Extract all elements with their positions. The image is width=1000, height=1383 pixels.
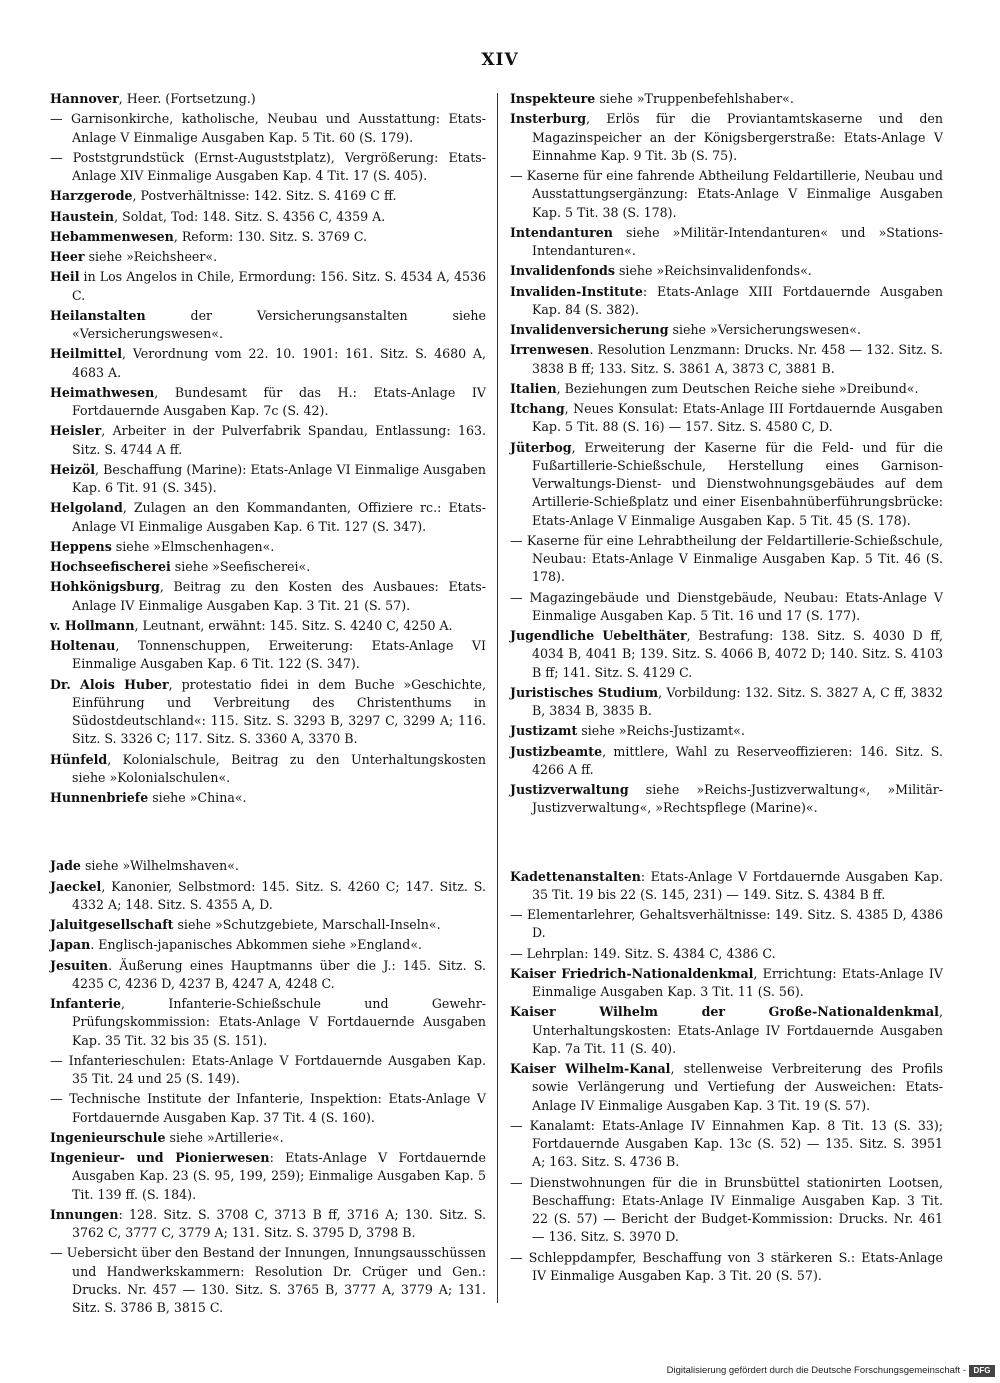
- entry-keyword: Hünfeld: [50, 751, 108, 767]
- index-column-right: [510, 90, 943, 1287]
- entry-keyword: Hunnenbriefe: [50, 790, 149, 805]
- entry-text: , Tonnenschuppen, Erweiterung: Etats-Anlage VI Einmalige Ausgaben Kap. 6 Tit. 122 (S. 347).: [72, 638, 486, 672]
- entry-text: siehe »Truppenbefehlshaber«.: [595, 91, 794, 106]
- index-entry: [50, 1149, 486, 1204]
- index-entry: [50, 789, 486, 807]
- index-entry: [50, 578, 486, 615]
- index-entry: [510, 532, 943, 587]
- entry-text: — Poststgrundstück (Ernst-Auguststplatz), Vergrößerung: Etats-Anlage XIV Einmalige Ausgaben Kap. 4 Tit. 17 (S. 405).: [50, 149, 486, 183]
- entry-text: — Kanalamt: Etats-Anlage IV Einnahmen Kap. 8 Tit. 13 (S. 33); Fortdauernde Ausgaben Kap. 13c (S. 52) — 135. Sitz. S. 3951 A; 163. Sitz. S. 4736 B.: [510, 1117, 943, 1170]
- index-entry: [510, 400, 943, 437]
- entry-text: , Erlös für die Proviantamtskaserne und den Magazinspeicher an der Königsbergerstraße: Etats-Anlage V Einnahme Kap. 9 Tit. 3b (S. 75).: [532, 111, 943, 163]
- index-entry: [50, 228, 486, 246]
- entry-keyword: v. Hollmann: [50, 617, 135, 633]
- entry-text: : Etats-Anlage V Fortdauernde Ausgaben Kap. 35 Tit. 19 bis 22 (S. 145, 231) — 149. Sitz. S. 4384 B ff.: [532, 868, 943, 902]
- index-entry: [510, 110, 943, 165]
- entry-keyword: Jugendliche Uebelthäter: [510, 628, 687, 643]
- entry-text: . Äußerung eines Hauptmanns über die J.: 145. Sitz. S. 4235 C, 4236 D, 4237 B, 4247 A, 4248 C.: [72, 957, 486, 991]
- index-entry: [50, 995, 486, 1050]
- entry-text: , Kolonialschule, Beitrag zu den Unterhaltungskosten siehe »Kolonialschulen«.: [72, 751, 486, 785]
- entry-keyword: Ingenieur- und Pionierwesen: [50, 1150, 270, 1165]
- entry-keyword: Heisler: [50, 423, 102, 439]
- entry-keyword: Kaiser Wilhelm der Große-Nationaldenkmal: [510, 1004, 939, 1020]
- entry-text: siehe »Reichsinvalidenfonds«.: [614, 263, 812, 279]
- entry-text: , Beziehungen zum Deutschen Reiche siehe »Dreibund«.: [556, 380, 919, 396]
- index-entry: [50, 1244, 486, 1317]
- entry-keyword: Haustein: [50, 208, 115, 224]
- index-entry: [510, 380, 943, 398]
- index-entry: [50, 1090, 486, 1127]
- entry-text: , Leutnant, erwähnt: 145. Sitz. S. 4240 C, 4250 A.: [134, 617, 453, 633]
- entry-text: , Zulagen an den Kommandanten, Offiziere rc.: Etats-Anlage VI Einmalige Ausgaben Kap. 6 Tit. 127 (S. 347).: [72, 500, 486, 534]
- entry-text: in Los Angelos in Chile, Ermordung: 156. Sitz. S. 4534 A, 4536 C.: [72, 269, 486, 303]
- section-gap: [50, 809, 486, 857]
- index-entry: [510, 684, 943, 721]
- entry-keyword: Innungen: [50, 1206, 119, 1222]
- entry-keyword: Hohkönigsburg: [50, 579, 160, 595]
- entry-text: , Postverhältnisse: 142. Sitz. S. 4169 C ff.: [132, 188, 397, 204]
- entry-keyword: Insterburg: [510, 111, 587, 127]
- index-entry: [50, 916, 486, 934]
- index-entry: [50, 307, 486, 344]
- entry-text: siehe »Reichsheer«.: [84, 249, 218, 264]
- entry-text: , Vorbildung: 132. Sitz. S. 3827 A, C ff, 3832 B, 3834 B, 3835 B.: [532, 684, 943, 718]
- entry-keyword: Justizbeamte: [510, 743, 603, 759]
- index-entry: [510, 167, 943, 222]
- index-entry: [50, 751, 486, 788]
- entry-keyword: Holtenau: [50, 638, 116, 653]
- entry-text: , Bundesamt für das H.: Etats-Anlage IV Fortdauernde Ausgaben Kap. 7c (S. 42).: [72, 384, 486, 418]
- index-entry: [50, 110, 486, 147]
- entry-keyword: Kadettenanstalten: [510, 868, 641, 884]
- entry-text: — Garnisonkirche, katholische, Neubau und Ausstattung: Etats-Anlage V Einmalige Ausgaben Kap. 5 Tit. 60 (S. 179).: [50, 111, 486, 145]
- entry-keyword: Jesuiten: [50, 957, 108, 973]
- dfg-logo-icon: DFG: [969, 1365, 995, 1377]
- index-entry: [510, 90, 943, 108]
- index-entry: [510, 439, 943, 530]
- entry-text: , Unterhaltungskosten: Etats-Anlage IV Fortdauernde Ausgaben Kap. 7a Tit. 11 (S. 40).: [532, 1004, 943, 1056]
- index-entry: [510, 781, 943, 818]
- entry-text: siehe »Versicherungswesen«.: [668, 322, 861, 337]
- entry-text: — Uebersicht über den Bestand der Innungen, Innungsausschüssen und Handwerkskammern: Resolution Dr. Crüger und Gen.: Drucks. Nr. 457 — 130. Sitz. S. 3765 B, 3777 A, 3779 A; 131. Sitz. S. 3786 B, 3815 C.: [50, 1245, 486, 1315]
- entry-keyword: Hochseefischerei: [50, 559, 171, 574]
- index-entry: [50, 384, 486, 421]
- entry-keyword: Japan: [50, 937, 91, 953]
- entry-text: siehe »Schutzgebiete, Marschall-Inseln«.: [173, 917, 441, 932]
- entry-keyword: Heer: [50, 249, 85, 264]
- entry-keyword: Invalidenversicherung: [510, 322, 669, 337]
- index-entry: [50, 637, 486, 674]
- index-entry: [50, 957, 486, 994]
- entry-text: , Infanterie-Schießschule und Gewehr-Prüfungskommission: Etats-Anlage V Fortdauernde Ausgaben Kap. 35 Tit. 32 bis 35 (S. 151).: [72, 996, 486, 1048]
- entry-text: , Heer. (Fortsetzung.): [118, 91, 256, 106]
- index-entry: [510, 1249, 943, 1286]
- entry-keyword: Kaiser Wilhelm-Kanal: [510, 1061, 671, 1076]
- entry-keyword: Helgoland: [50, 500, 123, 516]
- index-entry: [50, 461, 486, 498]
- index-entry: [510, 321, 943, 339]
- index-entry: [510, 945, 943, 963]
- entry-text: siehe »Artillerie«.: [165, 1129, 284, 1145]
- entry-text: , Beitrag zu den Kosten des Ausbaues: Etats-Anlage IV Einmalige Ausgaben Kap. 3 Tit. 21 (S. 57).: [72, 579, 486, 613]
- index-entry: [510, 1174, 943, 1247]
- entry-keyword: Heppens: [50, 538, 112, 554]
- index-column-left: [50, 90, 486, 1319]
- entry-keyword: Intendanturen: [510, 224, 613, 240]
- entry-text: . Resolution Lenzmann: Drucks. Nr. 458 — 132. Sitz. S. 3838 B ff; 133. Sitz. S. 3861 A, 3873 C, 3881 B.: [532, 342, 943, 376]
- index-entry: [50, 936, 486, 954]
- index-entry: [510, 1060, 943, 1115]
- index-entry: [50, 248, 486, 266]
- column-divider: [497, 93, 498, 1303]
- index-entry: [50, 558, 486, 576]
- entry-text: — Infanterieschulen: Etats-Anlage V Fortdauernde Ausgaben Kap. 35 Tit. 24 und 25 (S. 149).: [50, 1052, 486, 1086]
- entry-text: , Errichtung: Etats-Anlage IV Einmalige Ausgaben Kap. 3 Tit. 11 (S. 56).: [532, 965, 943, 999]
- index-entry: [510, 627, 943, 682]
- entry-text: — Schleppdampfer, Beschaffung von 3 stärkeren S.: Etats-Anlage IV Einmalige Ausgaben Kap. 3 Tit. 20 (S. 57).: [510, 1249, 943, 1283]
- index-entry: [510, 283, 943, 320]
- index-entry: [50, 1206, 486, 1243]
- entry-keyword: Heil: [50, 269, 80, 285]
- entry-keyword: Hannover: [50, 91, 119, 106]
- entry-keyword: Heilanstalten: [50, 307, 146, 323]
- index-entry: [510, 906, 943, 943]
- entry-keyword: Invaliden-Institute: [510, 283, 643, 299]
- entry-text: siehe »Seefischerei«.: [170, 559, 311, 574]
- entry-keyword: Itchang: [510, 401, 565, 416]
- entry-keyword: Jaeckel: [50, 878, 102, 894]
- index-entry: [510, 589, 943, 626]
- entry-text: — Dienstwohnungen für die in Brunsbüttel stationirten Lootsen, Beschaffung: Etats-Anlage IV Einmalige Ausgaben Kap. 3 Tit. 22 (S. 57) — Bericht der Budget-Kommission: Drucks. Nr. 461 — 136. Sitz. S. 3970 D.: [510, 1174, 943, 1245]
- entry-keyword: Invalidenfonds: [510, 263, 615, 279]
- entry-keyword: Inspekteure: [510, 91, 596, 106]
- entry-text: siehe »Reichs-Justizverwaltung«, »Militär-Justizverwaltung«, »Rechtspflege (Marine)«.: [532, 782, 943, 816]
- index-entry: [50, 617, 486, 635]
- entry-text: siehe »Elmschenhagen«.: [111, 538, 275, 554]
- index-entry: [510, 341, 943, 378]
- entry-text: : Etats-Anlage XIII Fortdauernde Ausgaben Kap. 84 (S. 382).: [532, 283, 943, 317]
- entry-keyword: Juristisches Studium: [510, 684, 659, 700]
- index-entry: [510, 1003, 943, 1058]
- entry-text: . Englisch-japanisches Abkommen siehe »England«.: [90, 937, 423, 953]
- index-entry: [510, 224, 943, 261]
- entry-text: der Versicherungsanstalten siehe «Versicherungswesen«.: [72, 307, 486, 341]
- entry-text: , protestatio fidei in dem Buche »Geschichte, Einführung und Verbreitung des Christenthums in Südostdeutschland«: 115. Sitz. S. 3293 B, 3297 C, 3299 A; 116. Sitz. S. 3326 C; 117. Sitz. S. 3360 A, 3370 B.: [72, 676, 486, 747]
- entry-keyword: Jade: [50, 858, 81, 874]
- entry-keyword: Jaluitgesellschaft: [50, 917, 174, 932]
- entry-text: — Technische Institute der Infanterie, Inspektion: Etats-Anlage V Fortdauernde Ausgaben Kap. 37 Tit. 4 (S. 160).: [50, 1091, 486, 1125]
- entry-text: — Kaserne für eine Lehrabtheilung der Feldartillerie-Schießschule, Neubau: Etats-Anlage V Einmalige Ausgaben Kap. 5 Tit. 46 (S. 178).: [510, 532, 943, 585]
- section-gap: [510, 820, 943, 868]
- entry-keyword: Jüterbog: [510, 439, 572, 455]
- page-number: XIV: [481, 50, 519, 70]
- entry-text: siehe »Reichs-Justizamt«.: [577, 723, 745, 739]
- entry-text: siehe »China«.: [148, 790, 247, 805]
- entry-text: , Beschaffung (Marine): Etats-Anlage VI Einmalige Ausgaben Kap. 6 Tit. 91 (S. 345).: [72, 461, 486, 495]
- index-entry: [50, 268, 486, 305]
- entry-text: , Bestrafung: 138. Sitz. S. 4030 D ff, 4034 B, 4041 B; 139. Sitz. S. 4066 B, 4072 D; 140. Sitz. S. 4103 B ff; 141. Sitz. S. 4129 C.: [532, 628, 943, 680]
- index-entry: [50, 422, 486, 459]
- entry-text: , mittlere, Wahl zu Reserveoffizieren: 146. Sitz. S. 4266 A ff.: [532, 743, 943, 777]
- index-entry: [510, 743, 943, 780]
- entry-keyword: Ingenieurschule: [50, 1129, 166, 1145]
- entry-text: — Magazingebäude und Dienstgebäude, Neubau: Etats-Anlage V Einmalige Ausgaben Kap. 5 Tit. 16 und 17 (S. 177).: [510, 589, 943, 623]
- entry-keyword: Irrenwesen: [510, 342, 590, 358]
- index-entry: [510, 1117, 943, 1172]
- index-entry: [50, 538, 486, 556]
- entry-text: , Erweiterung der Kaserne für die Feld- und für die Fußartillerie-Schießschule, Herstellung eines Garnison-Verwaltungs-Dienst- und Dienstwohnungsgebäudes auf dem Artillerie-Schießplatz und einer Eisenbahnüberführungsbrücke: Etats-Anlage V Einmalige Ausgaben Kap. 5 Tit. 45 (S. 178).: [532, 439, 943, 528]
- index-entry: [510, 965, 943, 1002]
- entry-keyword: Harzgerode: [50, 188, 133, 204]
- entry-text: siehe »Wilhelmshaven«.: [80, 858, 239, 874]
- index-entry: [510, 722, 943, 740]
- entry-keyword: Justizverwaltung: [510, 782, 629, 797]
- entry-keyword: Hebammenwesen: [50, 228, 174, 244]
- index-entry: [50, 208, 486, 226]
- entry-text: siehe »Militär-Intendanturen« und »Stations-Intendanturen«.: [532, 224, 943, 258]
- entry-keyword: Heimathwesen: [50, 384, 155, 400]
- entry-text: , Neues Konsulat: Etats-Anlage III Fortdauernde Ausgaben Kap. 5 Tit. 88 (S. 16) — 157. Sitz. S. 4580 C, D.: [532, 401, 943, 435]
- index-entry: [50, 90, 486, 108]
- entry-text: : 128. Sitz. S. 3708 C, 3713 B ff, 3716 A; 130. Sitz. S. 3762 C, 3777 C, 3779 A; 131. Sitz. S. 3795 D, 3798 B.: [72, 1206, 486, 1240]
- entry-text: : Etats-Anlage V Fortdauernde Ausgaben Kap. 23 (S. 95, 199, 259); Einmalige Ausgaben Kap. 5 Tit. 139 ff. (S. 184).: [72, 1150, 486, 1202]
- entry-keyword: Italien: [510, 380, 557, 396]
- entry-text: — Lehrplan: 149. Sitz. S. 4384 C, 4386 C.: [510, 945, 776, 961]
- entry-text: , Arbeiter in der Pulverfabrik Spandau, Entlassung: 163. Sitz. S. 4744 A ff.: [72, 423, 486, 457]
- index-entry: [50, 1129, 486, 1147]
- entry-keyword: Heizöl: [50, 461, 96, 477]
- entry-text: , stellenweise Verbreiterung des Profils sowie Verlängerung und Vertiefung der Ausweichen: Etats-Anlage IV Einmalige Ausgaben Kap. 3 Tit. 19 (S. 57).: [532, 1061, 943, 1113]
- entry-text: , Reform: 130. Sitz. S. 3769 C.: [173, 228, 368, 244]
- entry-text: , Soldat, Tod: 148. Sitz. S. 4356 C, 4359 A.: [114, 208, 386, 224]
- index-entry: [50, 676, 486, 749]
- index-entry: [50, 149, 486, 186]
- footer: [556, 1363, 996, 1379]
- entry-keyword: Heilmittel: [50, 346, 123, 362]
- index-entry: [50, 857, 486, 875]
- footer-text: Digitalisierung gefördert durch die Deutsche Forschungsgemeinschaft -: [666, 1365, 966, 1376]
- entry-text: , Verordnung vom 22. 10. 1901: 161. Sitz. S. 4680 A, 4683 A.: [72, 346, 486, 380]
- index-entry: [50, 499, 486, 536]
- entry-keyword: Infanterie: [50, 996, 122, 1011]
- index-entry: [50, 345, 486, 382]
- index-entry: [510, 868, 943, 905]
- index-entry: [50, 187, 486, 205]
- index-entry: [510, 262, 943, 280]
- index-entry: [50, 878, 486, 915]
- index-entry: [50, 1052, 486, 1089]
- entry-keyword: Dr. Alois Huber: [50, 676, 169, 692]
- entry-text: , Kanonier, Selbstmord: 145. Sitz. S. 4260 C; 147. Sitz. S. 4332 A; 148. Sitz. S. 4355 A, D.: [72, 878, 486, 912]
- entry-keyword: Justizamt: [510, 723, 578, 739]
- entry-keyword: Kaiser Friedrich-Nationaldenkmal: [510, 965, 754, 981]
- entry-text: — Kaserne für eine fahrende Abtheilung Feldartillerie, Neubau und Ausstattungsergänzung: Etats-Anlage V Einmalige Ausgaben Kap. 5 Tit. 38 (S. 178).: [510, 168, 943, 220]
- entry-text: — Elementarlehrer, Gehaltsverhältnisse: 149. Sitz. S. 4385 D, 4386 D.: [510, 907, 943, 941]
